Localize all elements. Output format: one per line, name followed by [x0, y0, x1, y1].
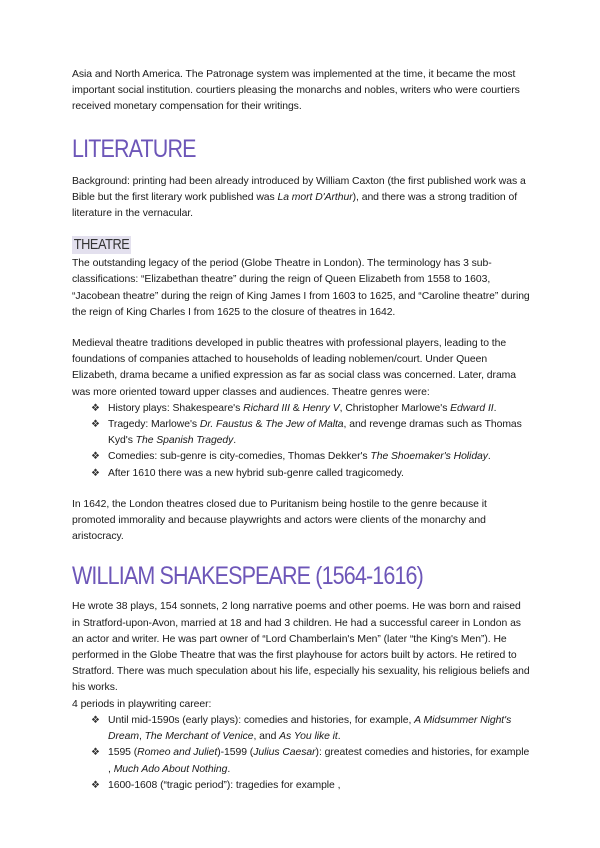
diamond-bullet-icon: ❖: [91, 779, 100, 791]
diamond-bullet-icon: ❖: [91, 419, 100, 431]
literature-heading: LITERATURE: [72, 134, 196, 163]
diamond-bullet-icon: ❖: [91, 467, 100, 479]
shakespeare-paragraph-2: 4 periods in playwriting career:: [72, 698, 212, 710]
intro-paragraph: Asia and North America. The Patronage system was implemented at the time, it became the most important social institution. courtiers pleasing the monarchs and nobles, writers who were courtiers received monetary compensation for their writings.: [72, 69, 520, 113]
page-content: [72, 67, 530, 794]
shakespeare-paragraph-1: He wrote 38 plays, 154 sonnets, 2 long narrative poems and other poems. He was born and raised in Stratford-upon-Avon, married at 18 and had 3 children. He had a successful career in London as an actor and writer. He was part owner of “Lord Chamberlain's Men” (later “the King's Men”). He performed in the Globe Theatre that was the first playhouse for actors built by actors. He retired to Stratford. There was much speculation about his life, especially his sexuality, his religious beliefs and his works.: [72, 601, 530, 694]
list-item: ❖ Until mid-1590s (early plays): comedies and histories, for example, A Midsummer Night's Dream, The Merchant of Venice, and As You like it.: [91, 714, 512, 743]
diamond-bullet-icon: ❖: [91, 451, 100, 463]
theatre-heading: THEATRE: [73, 237, 130, 254]
list-item: ❖ History plays: Shakespeare's Richard III & Henry V, Christopher Marlowe's Edward II.: [91, 401, 530, 417]
playwriting-periods-list: [72, 713, 530, 794]
diamond-bullet-icon: ❖: [91, 714, 100, 726]
diamond-bullet-icon: ❖: [91, 402, 100, 414]
list-item: ❖ 1595 (Romeo and Juliet)-1599 (Julius Caesar): greatest comedies and histories, for example , Much Ado About Nothing.: [91, 747, 530, 775]
theatre-paragraph-2: Medieval theatre traditions developed in public theatres with professional players, leading to the foundations of companies attached to households of leading noblemen/court. Under Queen Elizabeth, drama became a unified expression as far as social class was concerned. Later, drama was more oriented toward upper classes and audiences. Theatre genres were:: [72, 338, 517, 398]
list-item: ❖ Tragedy: Marlowe's Dr. Faustus & The Jew of Malta, and revenge dramas such as Thomas Kyd's The Spanish Tragedy.: [91, 419, 522, 447]
theatre-genre-list: [72, 401, 530, 482]
shakespeare-heading: WILLIAM SHAKESPEARE (1564-1616): [72, 562, 423, 591]
literature-paragraph: Background: printing had been already introduced by William Caxton (the first published work was a Bible but the first literary work published was La mort D'Arthur), and there was a strong tradition of literature in the vernacular.: [72, 175, 526, 220]
book-title: La mort D'Arthur: [277, 191, 353, 203]
list-item: ❖ Comedies: sub-genre is city-comedies, Thomas Dekker's The Shoemaker's Holiday.: [91, 449, 530, 465]
theatre-paragraph-1: The outstanding legacy of the period (Globe Theatre in London). The terminology has 3 sub-classifications: “Elizabethan theatre” during the reign of Queen Elizabeth from 1558 to 1603, “Jacobean theatre” during the reign of King James I from 1603 to 1625, and “Caroline theatre” during the reign of King Charles I from 1625 to the closure of theatres in 1642.: [72, 258, 530, 318]
list-item: ❖ 1600-1608 (“tragic period”): tragedies for example ,: [91, 778, 530, 794]
theatre-paragraph-3: In 1642, the London theatres closed due to Puritanism being hostile to the genre because it promoted immorality and because playwrights and actors were clients of the monarchy and aristocracy.: [72, 498, 487, 543]
diamond-bullet-icon: ❖: [91, 747, 100, 759]
list-item: ❖ After 1610 there was a new hybrid sub-genre called tragicomedy.: [91, 466, 530, 482]
